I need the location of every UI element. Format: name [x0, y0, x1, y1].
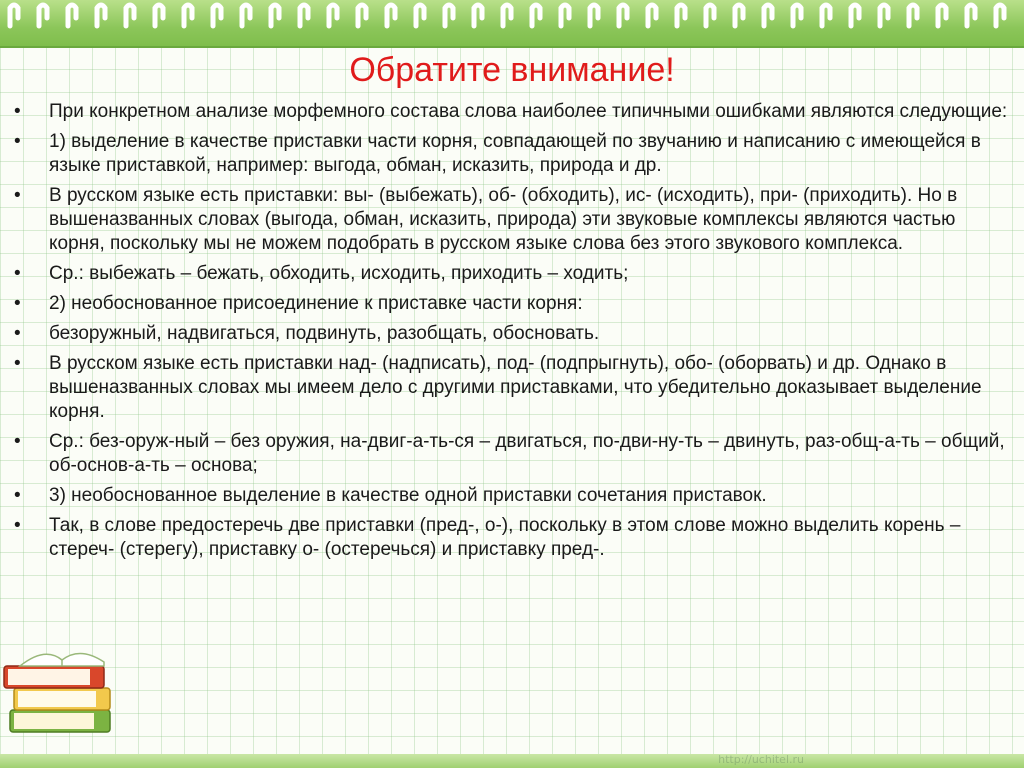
list-item-text: При конкретном анализе морфемного состава слова наиболее типичными ошибками являются следующие: — [49, 101, 1008, 122]
ring — [822, 5, 830, 26]
list-item-text: безоружный, надвигаться, подвинуть, разобщать, обосновать. — [49, 323, 600, 344]
ring — [329, 5, 337, 26]
ring — [445, 5, 453, 26]
ring — [648, 5, 656, 26]
list-item-text: 3) необоснованное выделение в качестве одной приставки сочетания приставок. — [49, 485, 767, 506]
ring — [474, 5, 482, 26]
ring — [967, 5, 975, 26]
list-item — [12, 292, 1010, 316]
list-item — [12, 100, 1010, 124]
bullet-marker: • — [14, 293, 21, 314]
ring — [909, 5, 917, 26]
ring — [735, 5, 743, 26]
ring — [619, 5, 627, 26]
ring — [764, 5, 772, 26]
list-item — [12, 262, 1010, 286]
ring — [68, 5, 76, 26]
list-item — [12, 184, 1010, 256]
list-item — [12, 352, 1010, 424]
ring — [880, 5, 888, 26]
ring — [416, 5, 424, 26]
ring — [793, 5, 801, 26]
bullet-marker: • — [14, 185, 21, 206]
ring — [155, 5, 163, 26]
list-item-text: Ср.: без-оруж-ный – без оружия, на-двиг-а-ть-ся – двигаться, по-дви-ну-ть – двинуть, раз-общ-а-ть – общий, об-основ-а-ть – основа; — [49, 431, 1005, 476]
bullet-marker: • — [14, 101, 21, 122]
ring — [677, 5, 685, 26]
notebook-bottom-band — [0, 754, 1024, 768]
list-item-text: Ср.: выбежать – бежать, обходить, исходить, приходить – ходить; — [49, 263, 629, 284]
bullet-marker: • — [14, 485, 21, 506]
bullet-marker: • — [14, 431, 21, 452]
ring — [590, 5, 598, 26]
ring — [561, 5, 569, 26]
bullet-list — [12, 100, 1010, 568]
list-item — [12, 322, 1010, 346]
ring — [213, 5, 221, 26]
bullet-marker: • — [14, 515, 21, 536]
ring — [387, 5, 395, 26]
ring — [996, 5, 1004, 26]
ring — [938, 5, 946, 26]
ring — [358, 5, 366, 26]
ring — [532, 5, 540, 26]
list-item — [12, 430, 1010, 478]
books-stack-icon — [0, 640, 130, 740]
bullet-marker: • — [14, 263, 21, 284]
notebook-rings-icon — [0, 0, 1024, 30]
slide-title: Обратите внимание! — [349, 51, 675, 89]
watermark-text: http://uchitel.ru — [718, 753, 804, 766]
bullet-marker: • — [14, 131, 21, 152]
ring — [10, 5, 18, 26]
ring — [39, 5, 47, 26]
list-item-text: 1) выделение в качестве приставки части корня, совпадающей по звучанию и написанию с имеющейся в языке приставкой, например: выгода, обман, исказить, природа и др. — [49, 131, 981, 176]
ring — [184, 5, 192, 26]
ring — [851, 5, 859, 26]
ring — [126, 5, 134, 26]
bullet-marker: • — [14, 353, 21, 374]
list-item-text: 2) необоснованное присоединение к приставке части корня: — [49, 293, 583, 314]
list-item — [12, 484, 1010, 508]
list-item — [12, 130, 1010, 178]
bullet-marker: • — [14, 323, 21, 344]
list-item-text: В русском языке есть приставки над- (надписать), под- (подпрыгнуть), обо- (оборвать) и др. Однако в вышеназванных словах мы имеем дело с другими приставками, что убедительно доказывает выделение корня. — [49, 353, 982, 422]
ring — [706, 5, 714, 26]
ring — [300, 5, 308, 26]
ring — [242, 5, 250, 26]
list-item-text: В русском языке есть приставки: вы- (выбежать), об- (обходить), ис- (исходить), при- (приходить). Но в вышеназванных словах (выгода, обман, исказить, природа) эти звуковые комплексы являются частью корня, поскольку мы не можем подобрать в русском языке слова без этого звукового комплекса. — [49, 185, 958, 254]
ring — [97, 5, 105, 26]
list-item-text: Так, в слове предостеречь две приставки (пред-, о-), поскольку в этом слове можно выделить корень – стереч- (стерегу), приставку о- (остеречься) и приставку пред-. — [49, 515, 961, 560]
list-item — [12, 514, 1010, 562]
ring — [503, 5, 511, 26]
ring — [271, 5, 279, 26]
